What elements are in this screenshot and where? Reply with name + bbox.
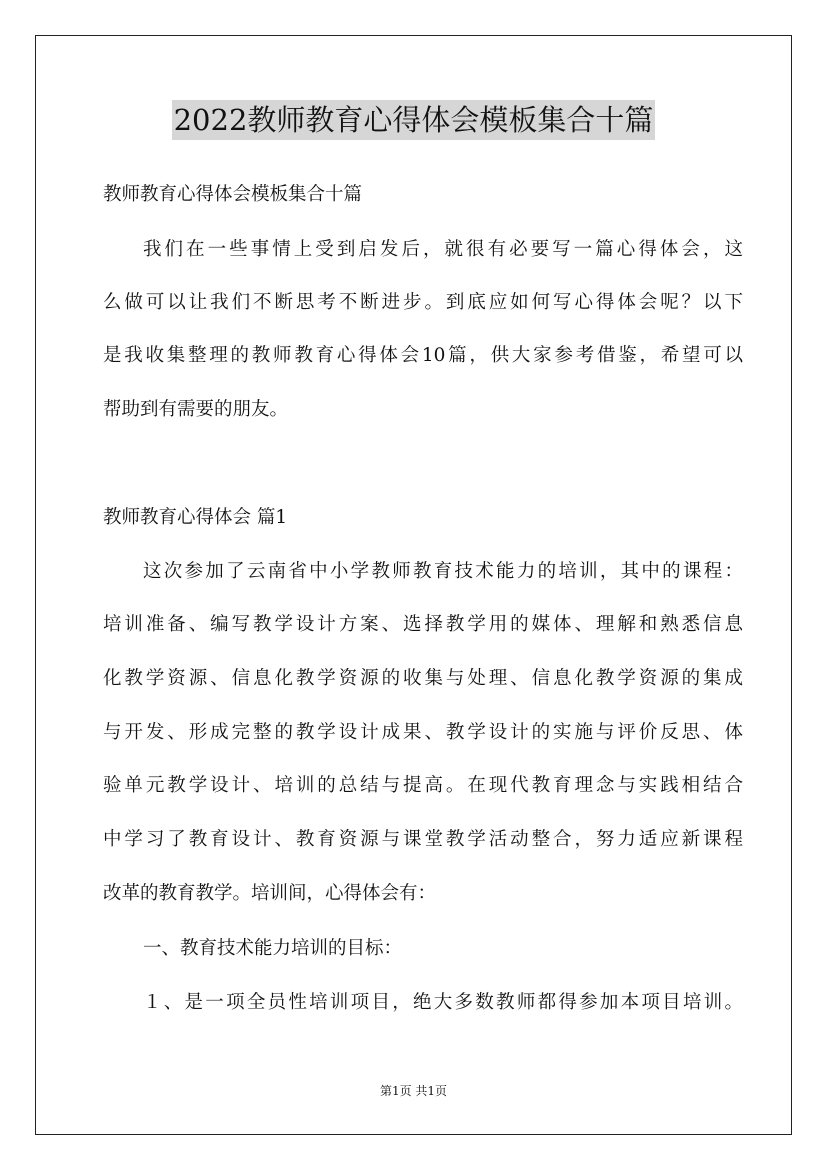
body-line-7: 改革的教育教学。培训间，心得体会有： bbox=[103, 883, 437, 904]
section-heading: 教师教育心得体会 篇1 bbox=[103, 507, 288, 528]
document-title: 2022教师教育心得体会模板集合十篇 bbox=[172, 100, 656, 140]
document-title-wrap bbox=[0, 100, 827, 140]
point-1: １、是一项全员性培训项目，绝大多数教师都得参加本项目培训。 bbox=[143, 992, 743, 1013]
body-line-3: 化教学资源、信息化教学资源的收集与处理、信息化教学资源的集成 bbox=[103, 668, 743, 689]
body-line-5: 验单元教学设计、培训的总结与提高。在现代教育理念与实践相结合 bbox=[103, 775, 743, 796]
body-line-1: 这次参加了云南省中小学教师教育技术能力的培训，其中的课程： bbox=[143, 561, 743, 582]
intro-line-2: 么做可以让我们不断思考不断进步。到底应如何写心得体会呢？以下 bbox=[103, 292, 743, 313]
point-heading: 一、教育技术能力培训的目标： bbox=[143, 938, 403, 959]
intro-line-3: 是我收集整理的教师教育心得体会10篇，供大家参考借鉴，希望可以 bbox=[103, 345, 743, 366]
document-subtitle: 教师教育心得体会模板集合十篇 bbox=[103, 184, 363, 205]
intro-line-4: 帮助到有需要的朋友。 bbox=[103, 399, 289, 420]
body-line-2: 培训准备、编写教学设计方案、选择教学用的媒体、理解和熟悉信息 bbox=[103, 614, 743, 635]
intro-line-1: 我们在一些事情上受到启发后，就很有必要写一篇心得体会，这 bbox=[143, 239, 743, 260]
body-line-6: 中学习了教育设计、教育资源与课堂教学活动整合，努力适应新课程 bbox=[103, 829, 743, 850]
page-number-footer: 第1页 共1页 bbox=[379, 1084, 448, 1098]
body-line-4: 与开发、形成完整的教学设计成果、教学设计的实施与评价反思、体 bbox=[103, 722, 743, 743]
